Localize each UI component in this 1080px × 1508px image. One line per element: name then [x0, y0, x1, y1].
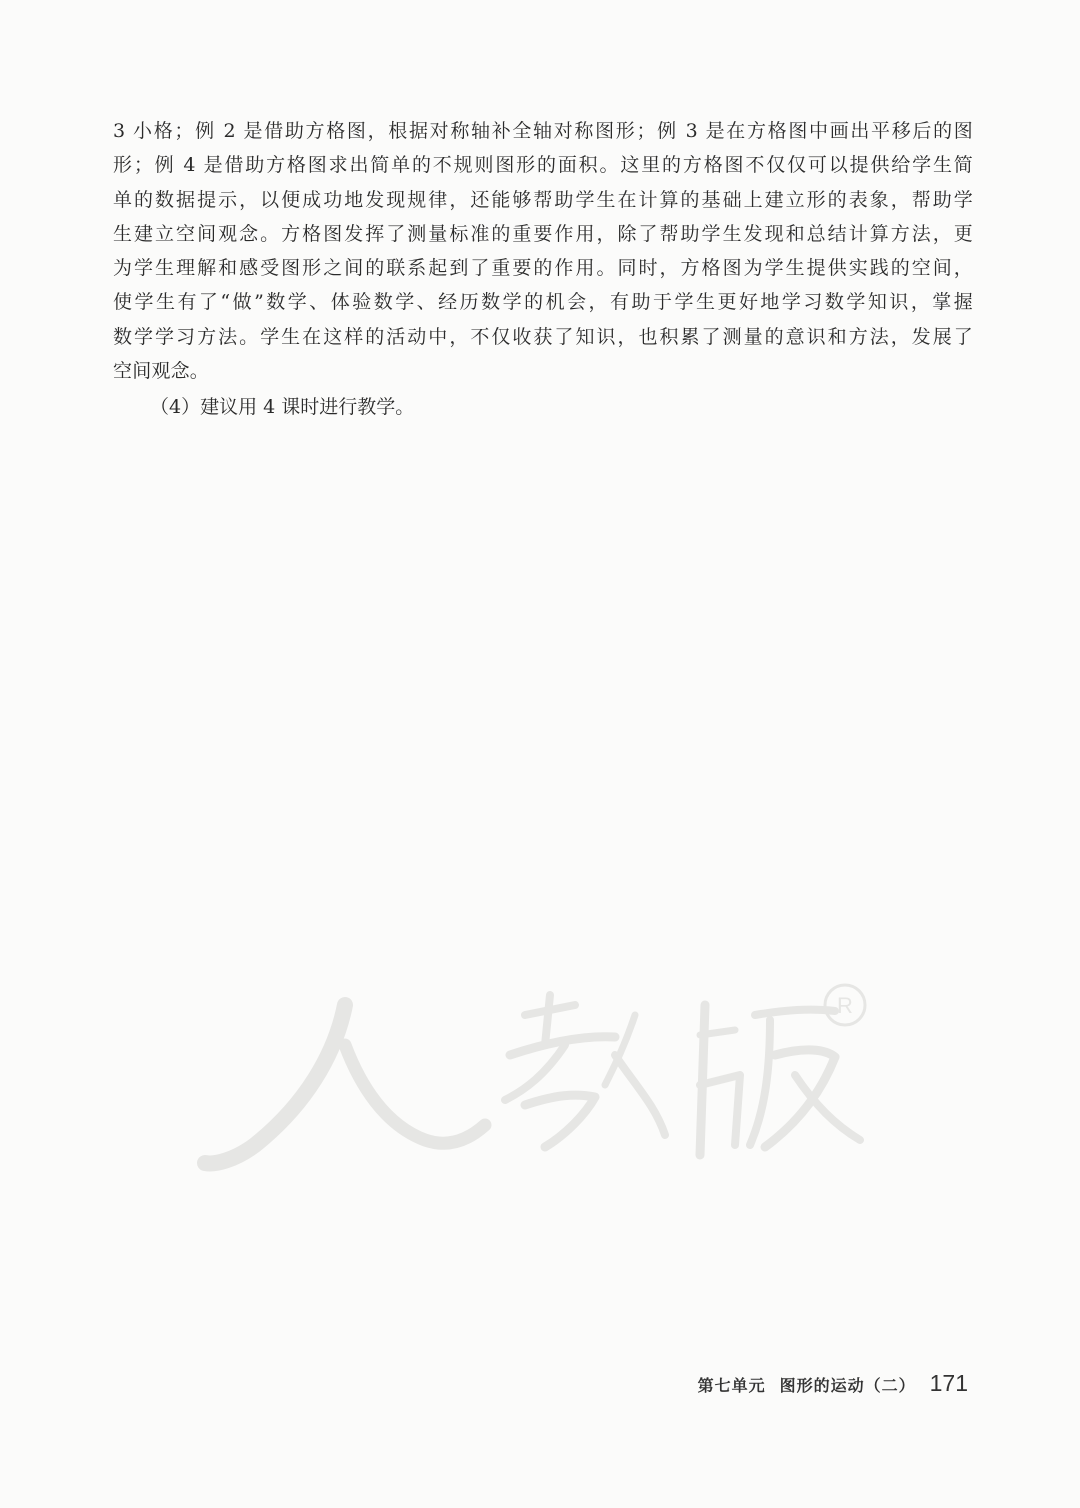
text-line: 为学生理解和感受图形之间的联系起到了重要的作用。同时，方格图为学生提供实践的空间， — [113, 257, 973, 280]
page-number: 171 — [929, 1370, 968, 1396]
footer-unit-label: 第七单元 — [697, 1376, 766, 1395]
svg-text:R: R — [837, 993, 853, 1018]
body-paragraph-2: （4）建议用 4 课时进行教学。 — [150, 396, 415, 418]
body-paragraph-1 — [113, 114, 973, 388]
text-line: 3 小格；例 2 是借助方格图，根据对称轴补全轴对称图形；例 3 是在方格图中画出平移后的图 — [113, 120, 973, 142]
text-line: 单的数据提示，以便成功地发现规律，还能够帮助学生在计算的基础上建立形的表象，帮助学 — [113, 188, 973, 211]
text-line: 使学生有了“做”数学、体验数学、经历数学的机会，有助于学生更好地学习数学知识，掌握 — [113, 291, 973, 314]
text-line: 数学学习方法。学生在这样的活动中，不仅收获了知识，也积累了测量的意识和方法，发展了 — [113, 325, 973, 348]
footer-chapter-title: 图形的运动（二） — [779, 1376, 916, 1395]
text-line: 生建立空间观念。方格图发挥了测量标准的重要作用，除了帮助学生发现和总结计算方法，更 — [113, 222, 973, 245]
publisher-watermark — [195, 975, 895, 1205]
text-line: 空间观念。 — [113, 360, 210, 383]
page-footer — [698, 1370, 968, 1404]
text-line: 形；例 4 是借助方格图求出简单的不规则图形的面积。这里的方格图不仅仅可以提供给学生简 — [113, 154, 973, 177]
registered-mark-icon — [825, 985, 865, 1025]
